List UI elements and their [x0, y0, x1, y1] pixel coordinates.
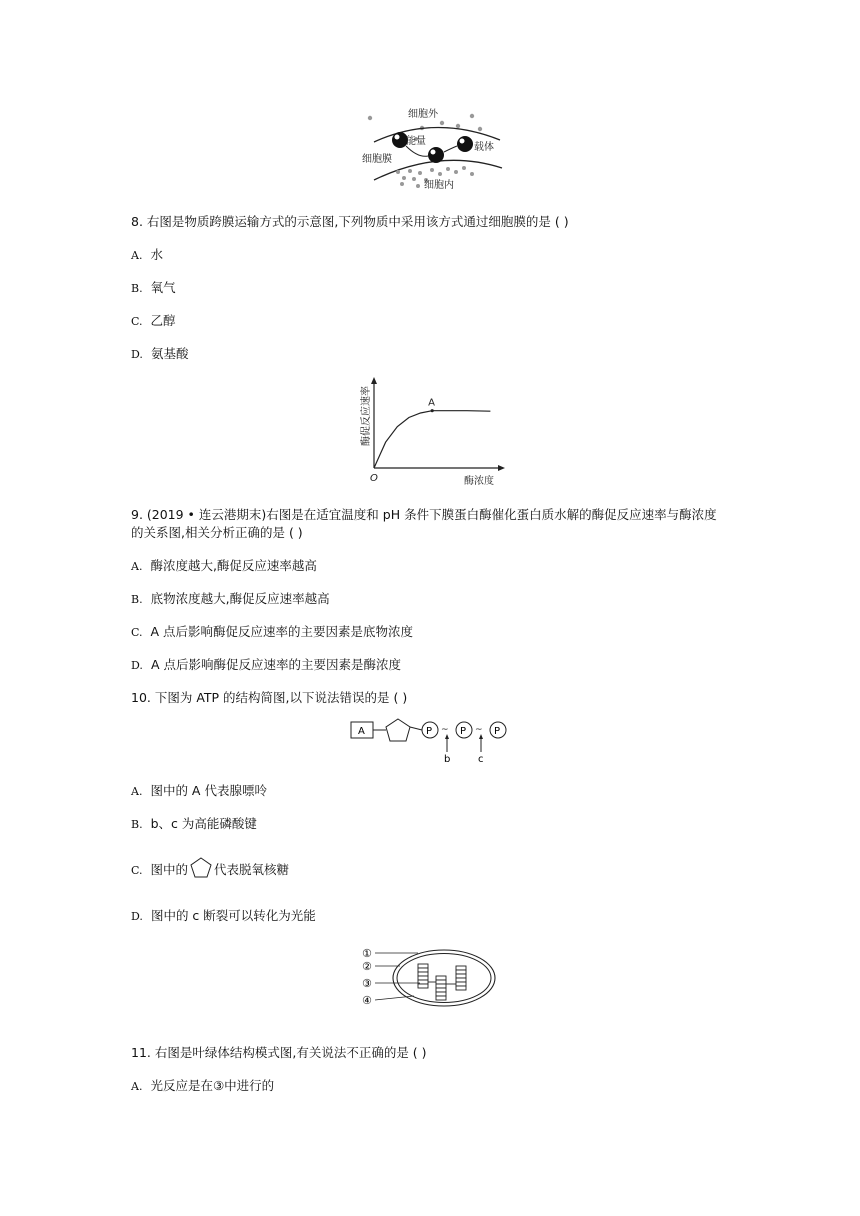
- q10-option-a: [131, 781, 267, 799]
- chloroplast-figure: [360, 944, 500, 1010]
- y-axis-label: 酶促反应速率: [361, 386, 372, 446]
- q10-option-c-text-before: 图中的: [150, 862, 189, 877]
- adenine-label: A: [358, 726, 365, 737]
- membrane-transport-figure: [360, 104, 510, 192]
- bond-c-label: c: [478, 754, 484, 765]
- q10-option-b: [131, 814, 257, 832]
- label-outside: 细胞外: [408, 109, 438, 120]
- series-line: [374, 411, 490, 468]
- q9-stem-line2: 的关系图,相关分析正确的是 ( ): [131, 525, 303, 540]
- x-axis-label: 酶浓度: [464, 476, 494, 487]
- q9-option-b-label: B.: [131, 593, 143, 606]
- label-energy: 能量: [406, 136, 426, 147]
- label-membrane: 细胞膜: [362, 154, 392, 165]
- q9-option-a-label: A.: [131, 560, 143, 573]
- x-axis-arrow: [498, 465, 505, 471]
- membrane-inner-line: [374, 160, 502, 180]
- label-2: ②: [362, 960, 372, 973]
- carrier-ball-3: [457, 136, 473, 152]
- q10-option-a-label: A.: [131, 785, 143, 798]
- q9-option-c-text: A 点后影响酶促反应速率的主要因素是底物浓度: [150, 624, 414, 639]
- label-3: ③: [362, 977, 372, 990]
- q10-option-d: [131, 906, 316, 924]
- q10-option-b-text: b、c 为高能磷酸键: [150, 816, 257, 831]
- q9-option-d-text: A 点后影响酶促反应速率的主要因素是酶浓度: [150, 657, 401, 672]
- ribose-pentagon: [386, 719, 410, 741]
- q8-option-d-label: D.: [131, 348, 143, 361]
- q9-stem-line1: 9. (2019 • 连云港期末)右图是在适宜温度和 pH 条件下膜蛋白酶催化蛋白质水解的酶促反应速率与酶浓度: [131, 507, 717, 522]
- q8-stem: 8. 右图是物质跨膜运输方式的示意图,下列物质中采用该方式通过细胞膜的是 ( ): [131, 214, 569, 229]
- q11-stem: 11. 右图是叶绿体结构模式图,有关说法不正确的是 ( ): [131, 1045, 427, 1060]
- q8-option-d: [131, 344, 188, 362]
- point-a-marker: [431, 409, 434, 412]
- label-1: ①: [362, 947, 372, 960]
- point-a-label: A: [428, 397, 436, 409]
- label-carrier: 载体: [474, 142, 494, 153]
- bond-b-label: b: [444, 754, 451, 765]
- q9-option-a: [131, 556, 317, 574]
- q8-option-a-text: 水: [150, 247, 163, 262]
- q10-option-c: [131, 856, 289, 883]
- q9-option-b: [131, 589, 330, 607]
- q9-option-b-text: 底物浓度越大,酶促反应速率越高: [150, 591, 330, 606]
- q9-option-c-label: C.: [131, 626, 143, 639]
- q9-option-d: [131, 655, 401, 673]
- q10-stem: 10. 下图为 ATP 的结构简图,以下说法错误的是 ( ): [131, 690, 408, 705]
- q9-option-a-text: 酶浓度越大,酶促反应速率越高: [150, 558, 317, 573]
- q8-option-a-label: A.: [131, 249, 143, 262]
- q8-option-b: [131, 278, 176, 296]
- svg-text:~: ~: [475, 725, 483, 735]
- phosphate-2-label: P: [460, 726, 467, 737]
- pentagon-icon: [189, 856, 213, 883]
- q9-option-d-label: D.: [131, 659, 143, 672]
- q10-option-d-text: 图中的 c 断裂可以转化为光能: [150, 908, 316, 923]
- q10-option-a-text: 图中的 A 代表腺嘌呤: [150, 783, 267, 798]
- q10-option-c-text-after: 代表脱氧核糖: [214, 862, 290, 877]
- q10-option-d-label: D.: [131, 910, 143, 923]
- phosphate-1-label: P: [426, 726, 433, 737]
- q8-option-a: [131, 245, 163, 263]
- grana: [418, 964, 466, 1000]
- atp-structure-figure: [348, 716, 518, 766]
- q11-option-a-text: 光反应是在③中进行的: [150, 1078, 275, 1093]
- q8-option-d-text: 氨基酸: [150, 346, 189, 361]
- q8-option-c-text: 乙醇: [150, 313, 176, 328]
- q8-option-c-label: C.: [131, 315, 143, 328]
- q10-option-c-label: C.: [131, 864, 143, 877]
- q8-option-b-text: 氧气: [150, 280, 176, 295]
- q11-option-a: [131, 1076, 274, 1094]
- q10-option-b-label: B.: [131, 818, 143, 831]
- q11-option-a-label: A.: [131, 1080, 143, 1093]
- q8-option-b-label: B.: [131, 282, 143, 295]
- carrier-ball-2: [428, 147, 444, 163]
- q8-option-c: [131, 311, 176, 329]
- label-inside: 细胞内: [424, 180, 454, 191]
- origin-label: O: [370, 473, 378, 484]
- label-4: ④: [362, 994, 372, 1007]
- q9-option-c: [131, 622, 413, 640]
- phosphate-3-label: P: [494, 726, 501, 737]
- svg-text:~: ~: [441, 725, 449, 735]
- enzyme-rate-chart: [352, 374, 512, 490]
- y-axis-arrow: [371, 377, 377, 384]
